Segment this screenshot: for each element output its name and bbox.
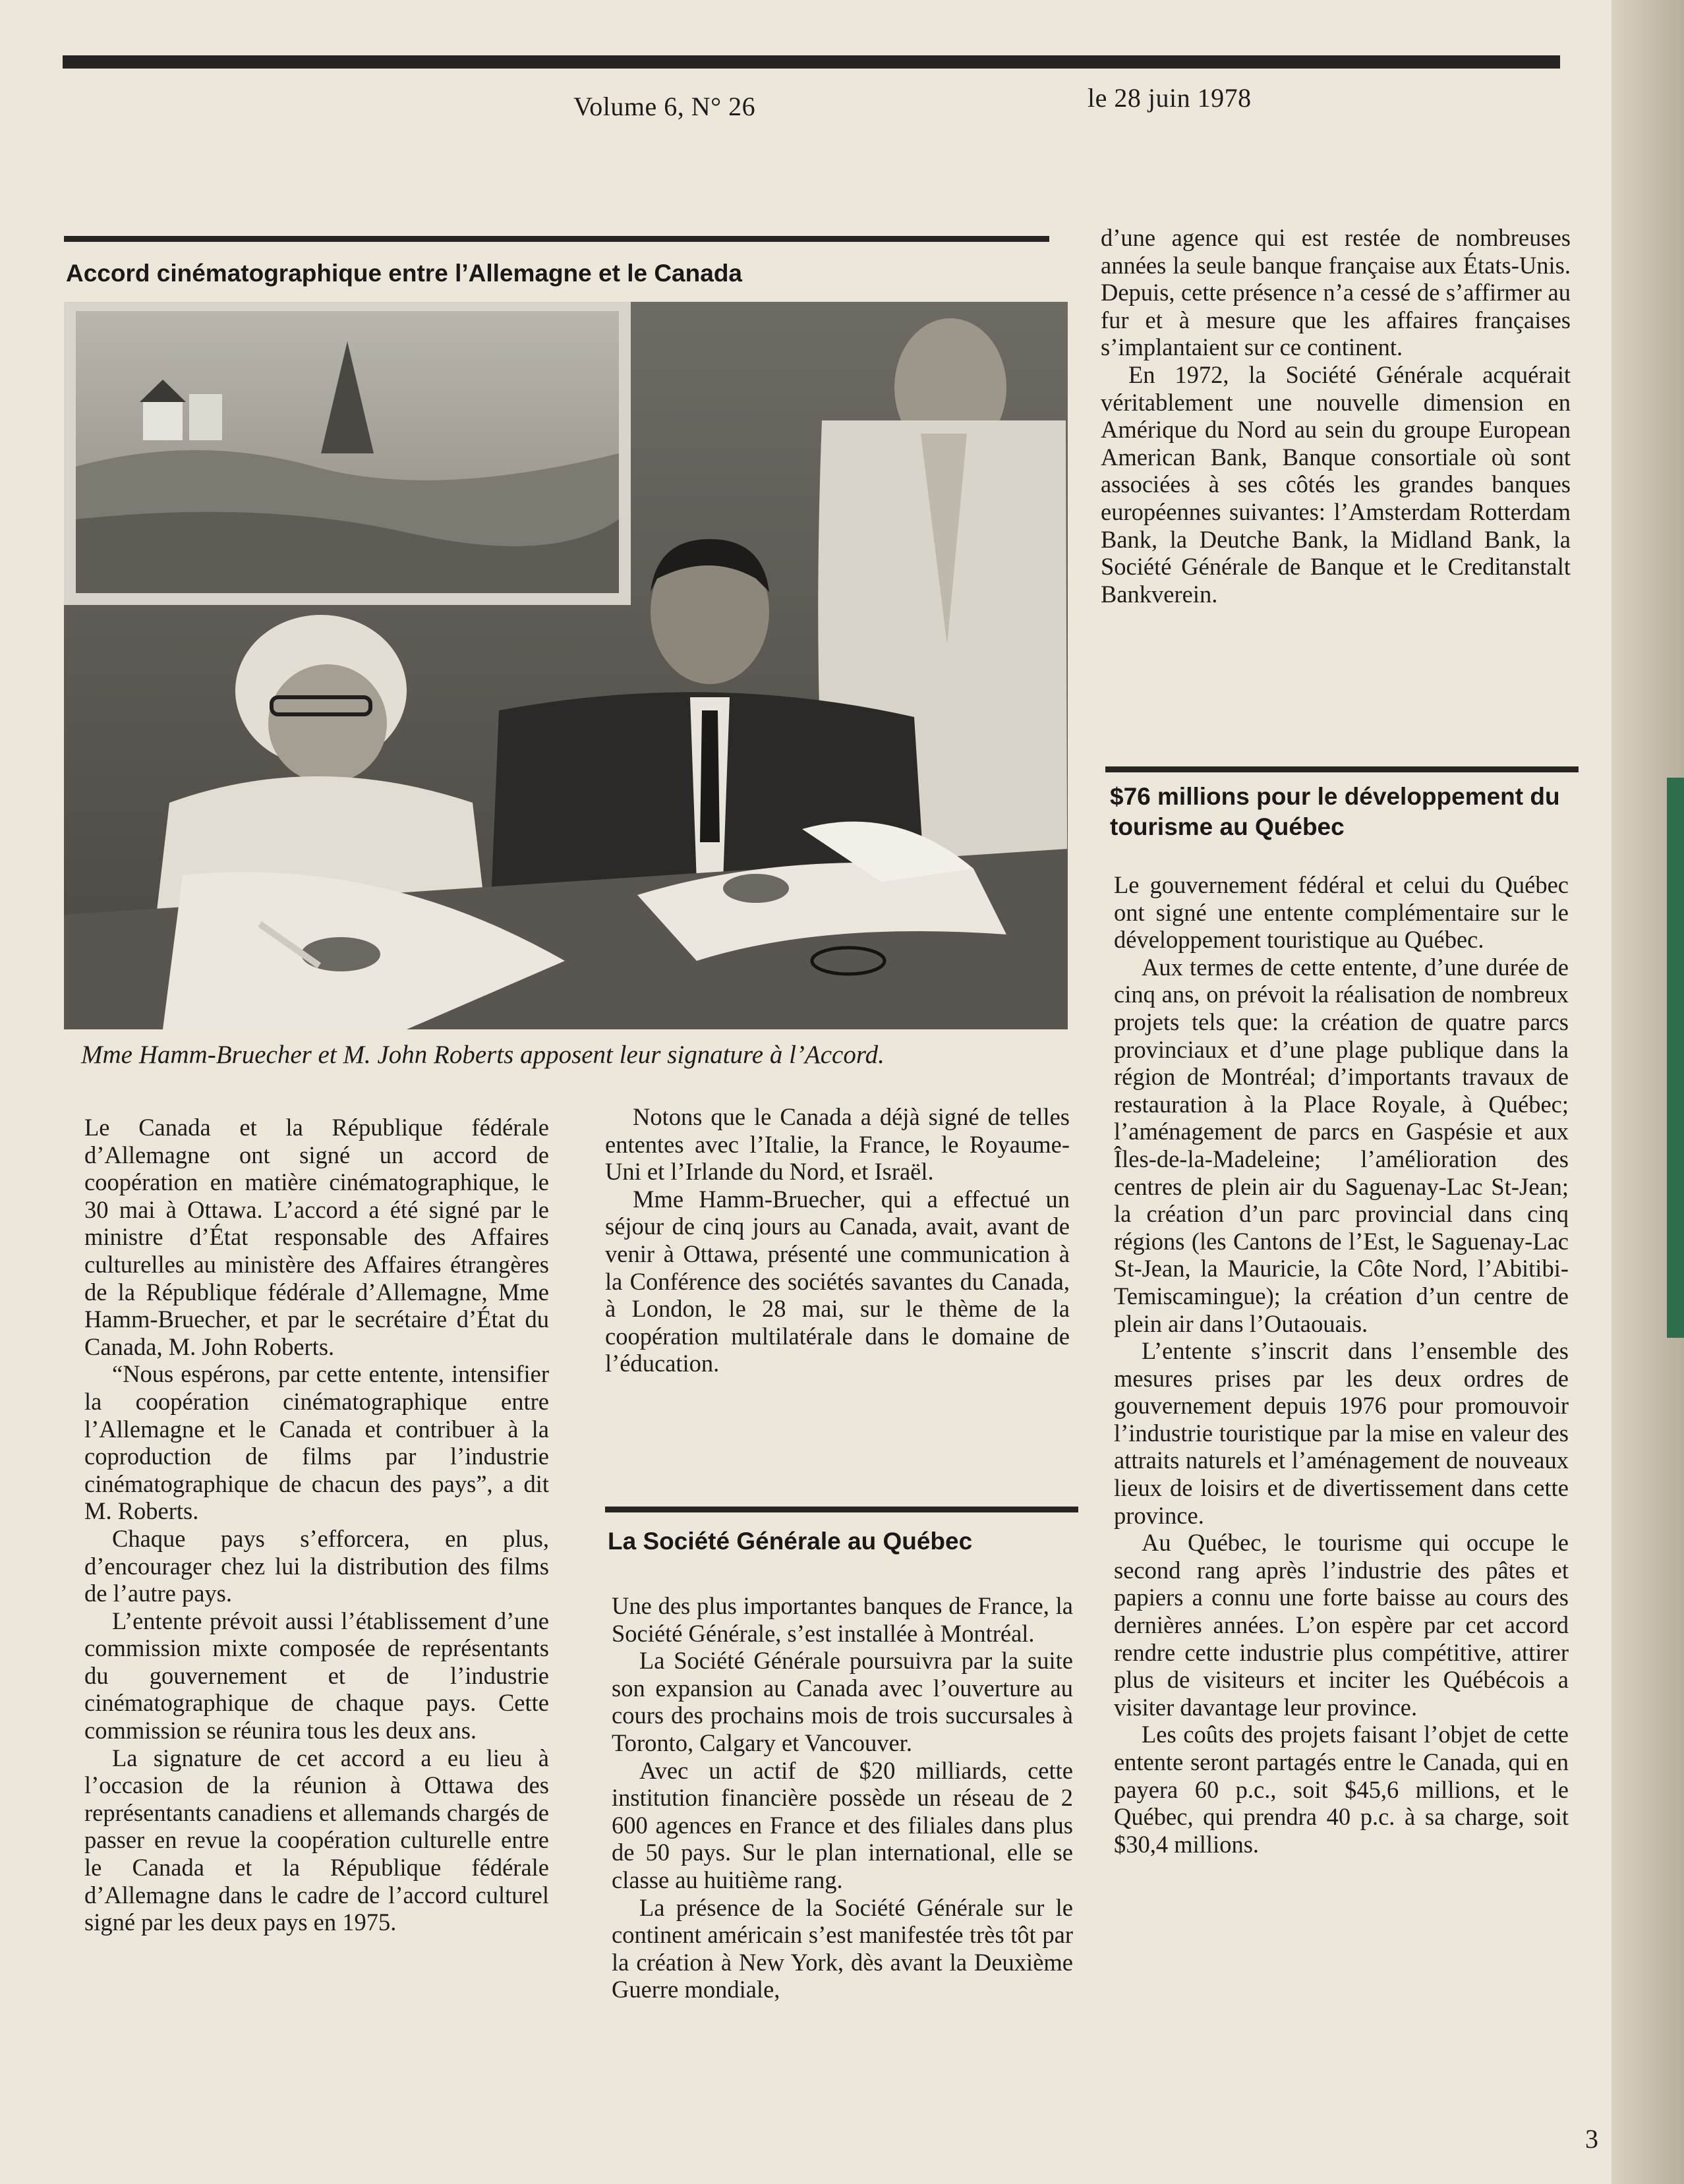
- article3-paragraph: Les coûts des projets faisant l’objet de cette entente seront partagés entre le Canada, qui en payera 60 p.c., soit $45,6 millions, et le Québec, qui prendra 40 p.c. à sa charge, soit $30,4 millions.: [1114, 1721, 1569, 1858]
- article3-rule: [1105, 766, 1579, 772]
- article1-paragraph: Chaque pays s’efforcera, en plus, d’encourager chez lui la distribution des films de l’autre pays.: [84, 1524, 549, 1607]
- article2-headline: La Société Générale au Québec: [608, 1528, 973, 1555]
- article3-headline: $76 millions pour le développement du tourisme au Québec: [1110, 783, 1560, 840]
- column-3-article3: [1114, 871, 1569, 1858]
- article2-paragraph: d’une agence qui est restée de nombreuses années la seule banque française aux États-Unis. Depuis, cette présence n’a cessé de s’affirmer au fur et à mesure que les affaires françaises s’implantaient sur ce continent.: [1101, 224, 1571, 361]
- article1-paragraph: L’entente prévoit aussi l’établissement d’une commission mixte composée de représentants du gouvernement et de l’industrie cinématographique de chaque pays. Cette commission se réunira tous les deux ans.: [84, 1607, 549, 1744]
- article3-paragraph: Le gouvernement fédéral et celui du Québec ont signé une entente complémentaire sur le développement touristique au Québec.: [1114, 871, 1569, 954]
- photo-caption: Mme Hamm-Bruecher et M. John Roberts apposent leur signature à l’Accord.: [81, 1041, 885, 1069]
- issue-volume: Volume 6, N° 26: [573, 92, 756, 121]
- page-number: 3: [1585, 2124, 1598, 2154]
- column-2-article2: [612, 1592, 1073, 2003]
- article1-paragraph: Le Canada et la République fédérale d’Allemagne ont signé un accord de coopération en matière cinématographique, le 30 mai à Ottawa. L’accord a été signé par le ministre d’État responsable des Affaires culturelles au ministère des Affaires étrangères de la République fédérale d’Allemagne, Mme Hamm-Bruecher, et par le secrétaire d’État du Canada, M. John Roberts.: [84, 1114, 549, 1360]
- article1-paragraph: “Nous espérons, par cette entente, intensifier la coopération cinématographique entre l’Allemagne et le Canada et contribuer à la coproduction de films par l’industrie cinématographique de chacun des pays”, a dit M. Roberts.: [84, 1360, 549, 1525]
- green-tab-marker: [1667, 778, 1684, 1338]
- article2-paragraph: La Société Générale poursuivra par la suite son expansion au Canada avec l’ouverture au cours des prochains mois de trois succursales à Toronto, Calgary et Vancouver.: [612, 1647, 1073, 1756]
- article2-paragraph: En 1972, la Société Générale acquérait véritablement une nouvelle dimension en Amérique du Nord au sein du groupe European American Bank, Banque consortiale où sont associées à ses côtés les grandes banques européennes suivantes: l’Amsterdam Rotterdam Bank, la Deutche Bank, la Midland Bank, la Société Générale de Banque et le Creditanstalt Bankverein.: [1101, 360, 1571, 608]
- article1-headline: Accord cinématographique entre l’Allemagne et le Canada: [66, 260, 742, 287]
- article1-paragraph: Mme Hamm-Bruecher, qui a effectué un séjour de cinq jours au Canada, avait, avant de venir à Ottawa, présenté une communication à la Conférence des sociétés savantes du Canada, à London, le 28 mai, sur le thème de la coopération multilatérale dans le domaine de l’éducation.: [605, 1185, 1070, 1377]
- column-3-article2: [1101, 224, 1571, 608]
- signing-photo: [64, 302, 1068, 1029]
- column-1: [84, 1114, 549, 1936]
- signing-photo-illustration: [64, 302, 1068, 1029]
- masthead-rule: [63, 55, 1560, 69]
- column-2-article1: [605, 1103, 1070, 1377]
- article3-paragraph: Au Québec, le tourisme qui occupe le second rang après l’industrie des pâtes et papiers a connu une forte baisse au cours des dernières années. L’on espère par cet accord rendre cette industrie plus compétitive, attirer plus de visiteurs et inciter les Québécois a visiter davantage leur province.: [1114, 1529, 1569, 1721]
- article2-paragraph: La présence de la Société Générale sur le continent américain s’est manifestée très tôt par la création à New York, dès avant la Deuxième Guerre mondiale,: [612, 1893, 1073, 2003]
- article2-rule: [605, 1507, 1078, 1512]
- article1-rule: [64, 236, 1049, 242]
- article3-paragraph: L’entente s’inscrit dans l’ensemble des mesures prises par les deux ordres de gouvernement depuis 1976 pour promouvoir l’industrie touristique par la mise en valeur des attraits naturels et l’aménagement de nouveaux lieux de loisirs et de divertissement dans cette province.: [1114, 1337, 1569, 1529]
- article1-paragraph: Notons que le Canada a déjà signé de telles ententes avec l’Italie, la France, le Royaume-Uni et l’Irlande du Nord, et Israël.: [605, 1103, 1070, 1186]
- article2-paragraph: Avec un actif de $20 milliards, cette institution financière possède un réseau de 2 600 agences en France et des filiales dans plus de 50 pays. Sur le plan international, elle se classe au huitième rang.: [612, 1756, 1073, 1893]
- article2-paragraph: Une des plus importantes banques de France, la Société Générale, s’est installée à Montréal.: [612, 1592, 1073, 1647]
- article3-paragraph: Aux termes de cette entente, d’une durée de cinq ans, on prévoit la réalisation de nombreux projets tels que: la création de quatre parcs provinciaux et d’une plage publique dans la région de Montréal; d’importants travaux de restauration à la Place Royale, à Québec; l’aménagement de parcs en Gaspésie et aux Îles-de-la-Madeleine; l’amélioration des centres de plein air du Saguenay-Lac St-Jean; la création d’un parc provincial dans cinq régions (les Cantons de l’Est, le Saguenay-Lac St-Jean, la Mauricie, la Côte Nord, l’Abitibi-Temiscamingue); la création d’un centre de plein air dans l’Outaouais.: [1114, 953, 1569, 1337]
- article1-paragraph: La signature de cet accord a eu lieu à l’occasion de la réunion à Ottawa des représentants canadiens et allemands chargés de passer en revue la coopération culturelle entre le Canada et la République fédérale d’Allemagne dans le cadre de l’accord culturel signé par les deux pays en 1975.: [84, 1744, 549, 1936]
- issue-date: le 28 juin 1978: [1088, 83, 1252, 113]
